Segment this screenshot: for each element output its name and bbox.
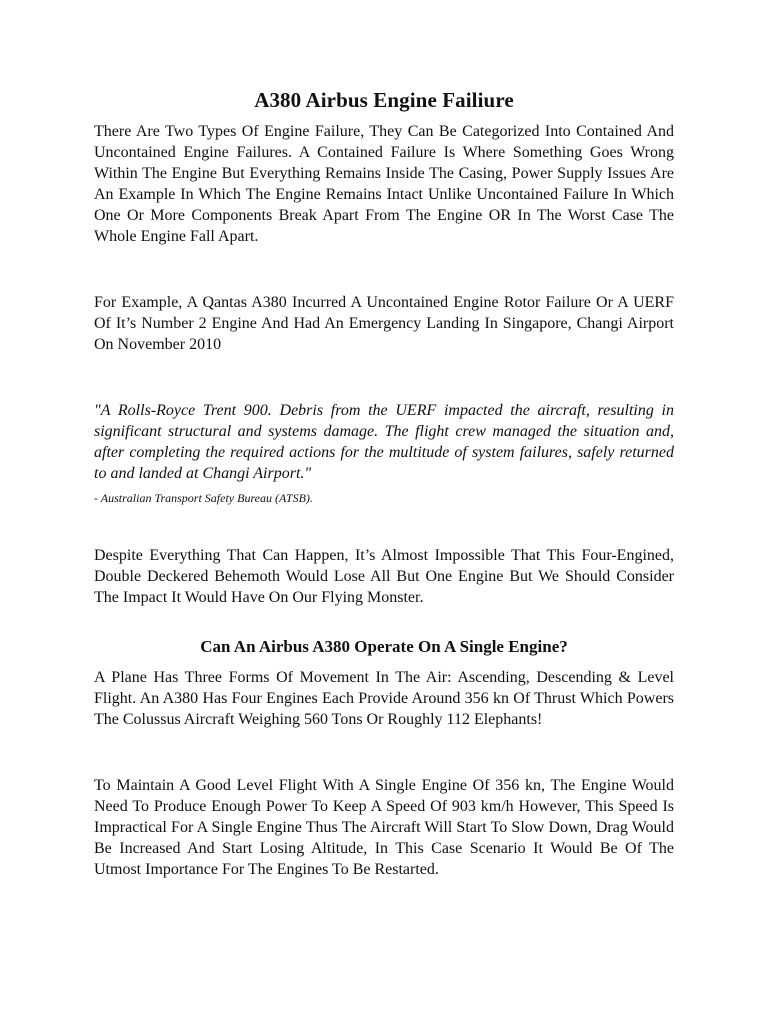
- section-subtitle: Can An Airbus A380 Operate On A Single Engine?: [200, 637, 568, 656]
- document-page: [94, 88, 674, 880]
- paragraph-engine-failure-types: There Are Two Types Of Engine Failure, They Can Be Categorized Into Contained And Uncontained Engine Failures. A Contained Failure Is Where Something Goes Wrong Within The Engine But Everything Remains Inside The Casing, Power Supply Issues Are An Example In Which The Engine Remains Intact Unlike Uncontained Failure In Which One Or More Components Break Apart From The Engine OR In The Worst Case The Whole Engine Fall Apart.: [94, 123, 674, 245]
- paragraph-forms-of-movement: A Plane Has Three Forms Of Movement In The Air: Ascending, Descending & Level Flight. An A380 Has Four Engines Each Provide Around 356 kn Of Thrust Which Powers The Colussus Aircraft Weighing 560 Tons Or Roughly 112 Elephants!: [94, 669, 674, 728]
- paragraph-qantas-example: For Example, A Qantas A380 Incurred A Uncontained Engine Rotor Failure Or A UERF Of It’s Number 2 Engine And Had An Emergency Landing In Singapore, Changi Airport On November 2010: [94, 294, 674, 353]
- paragraph-four-engined-behemoth: Despite Everything That Can Happen, It’s Almost Impossible That This Four-Engined, Double Deckered Behemoth Would Lose All But One Engine But We Should Consider The Impact It Would Have On Our Flying Monster.: [94, 547, 674, 606]
- document-title: A380 Airbus Engine Failiure: [254, 88, 514, 112]
- atsb-quote: "A Rolls-Royce Trent 900. Debris from the UERF impacted the aircraft, resulting in significant structural and systems damage. The flight crew managed the situation and, after completing the required actions for the multitude of system failures, safely returned to and landed at Changi Airport.": [94, 402, 674, 482]
- paragraph-single-engine-flight: To Maintain A Good Level Flight With A Single Engine Of 356 kn, The Engine Would Need To Produce Enough Power To Keep A Speed Of 903 km/h However, This Speed Is Impractical For A Single Engine Thus The Aircraft Will Start To Slow Down, Drag Would Be Increased And Start Losing Altitude, In This Case Scenario It Would Be Of The Utmost Importance For The Engines To Be Restarted.: [94, 777, 674, 878]
- quote-attribution: - Australian Transport Safety Bureau (ATSB).: [94, 491, 313, 505]
